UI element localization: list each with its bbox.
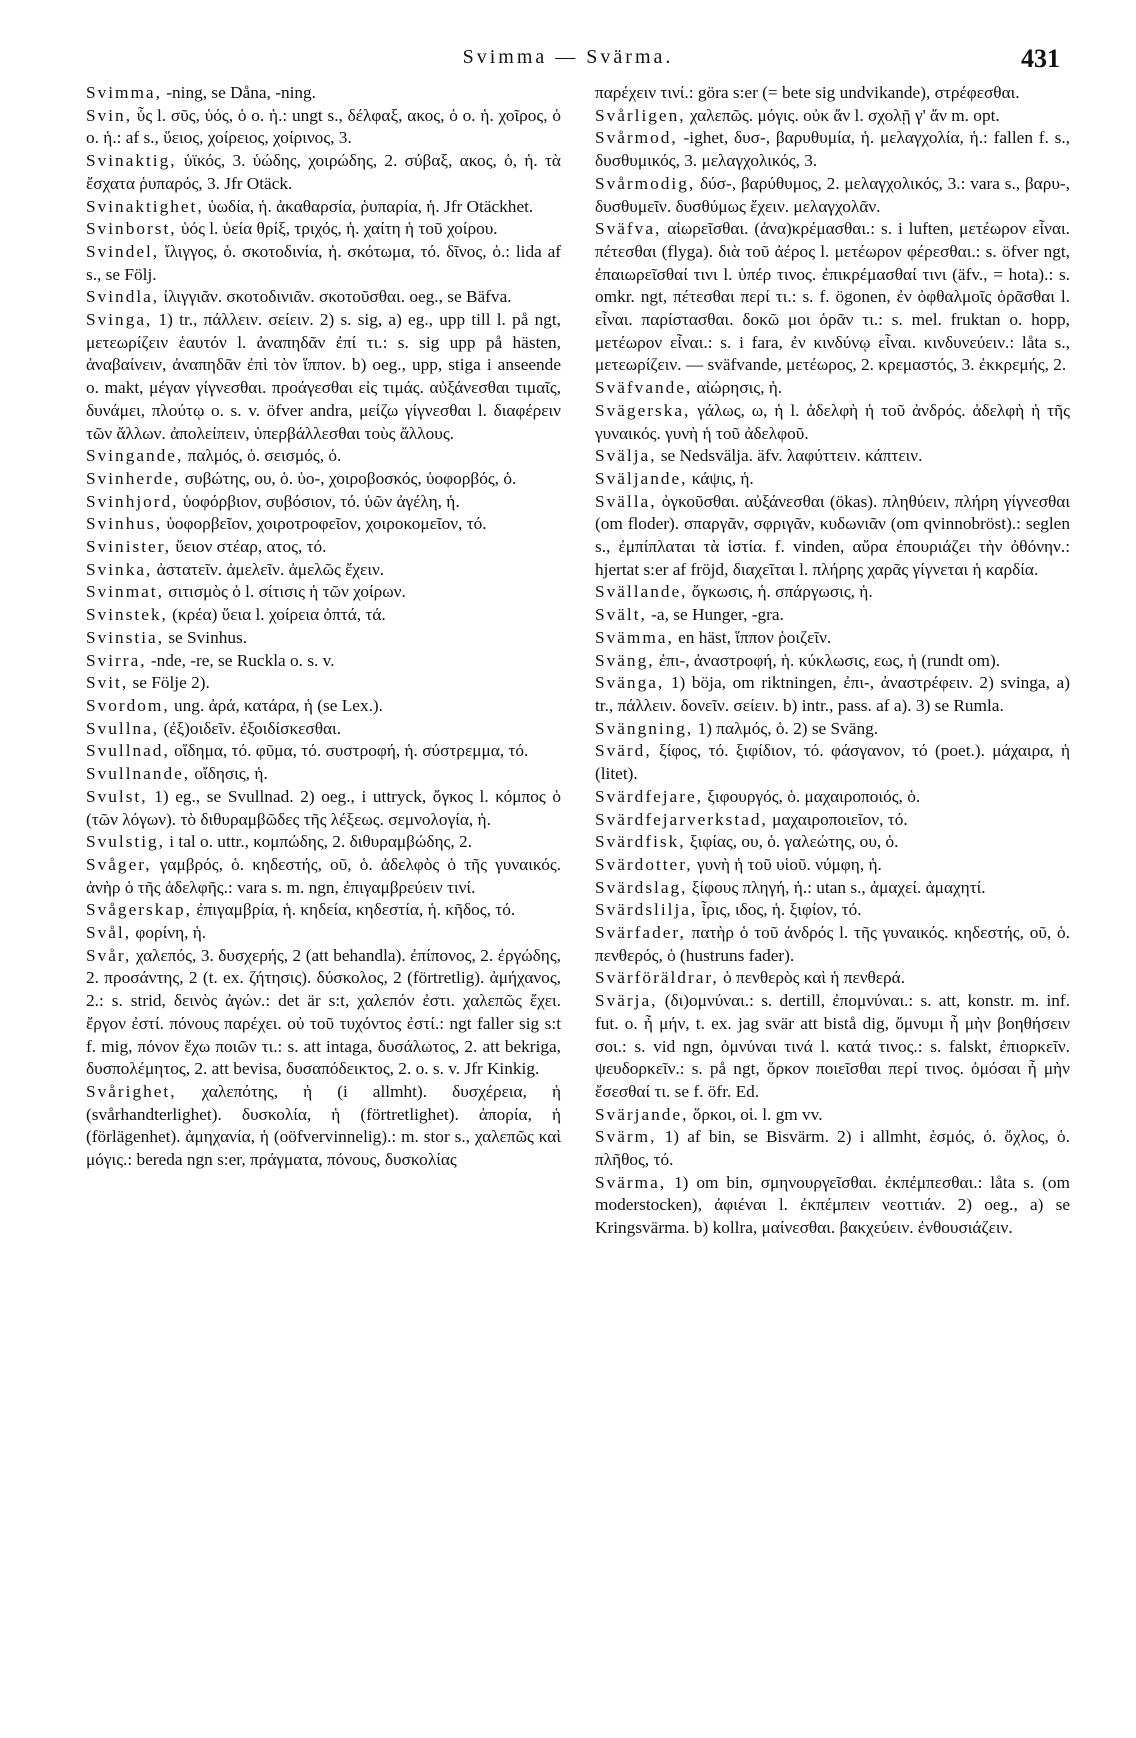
dictionary-entry	[86, 740, 561, 763]
entry-headword: Svordom,	[86, 695, 170, 715]
entry-definition: οἴδησις, ἡ.	[190, 764, 268, 784]
entry-headword: Svinhjord,	[86, 491, 179, 511]
entry-headword: Svängning,	[595, 718, 694, 738]
entry-definition: -nde, -re, se Ruckla o. s. v.	[146, 650, 335, 670]
dictionary-entry	[595, 468, 1070, 491]
entry-definition: ἶρις, ιδος, ἡ. ξιφίον, τό.	[697, 900, 862, 920]
dictionary-entry	[595, 127, 1070, 172]
entry-definition: ὄγκωσις, ἡ. σπάργωσις, ἡ.	[687, 582, 873, 602]
dictionary-entry	[86, 445, 561, 468]
dictionary-entry	[86, 627, 561, 650]
dictionary-entry	[86, 513, 561, 536]
dictionary-entry	[86, 922, 561, 945]
left-column	[86, 82, 561, 1172]
entry-headword: Svulst,	[86, 786, 148, 806]
dictionary-entry	[86, 718, 561, 741]
page-number: 431	[1021, 44, 1060, 73]
entry-headword: Svälja,	[595, 446, 657, 466]
entry-headword: Svällande,	[595, 582, 688, 602]
entry-definition: -a, se Hunger, -gra.	[646, 605, 784, 625]
dictionary-entry	[86, 854, 561, 899]
entry-definition: ὁ πενθερὸς καὶ ἡ πενθερά.	[718, 968, 906, 988]
entry-headword: Svärdfejare,	[595, 786, 703, 806]
dictionary-entry	[595, 672, 1070, 717]
dictionary-entry	[595, 809, 1070, 832]
dictionary-entry	[86, 945, 561, 1081]
entry-definition: ἐπιγαμβρία, ἡ. κηδεία, κηδεστία, ἡ. κῆδος, τό.	[192, 900, 516, 920]
entry-definition: (ἐξ)οιδεῖν. ἐξοιδίσκεσθαι.	[159, 718, 342, 738]
dictionary-entry	[595, 1172, 1070, 1240]
dictionary-entry	[86, 491, 561, 514]
entry-definition: se Följe 2).	[128, 673, 210, 693]
entry-headword: Svinmat,	[86, 582, 164, 602]
entry-definition: ὑωδία, ἡ. ἀκαθαρσία, ῥυπαρία, ἡ. Jfr Otäckhet.	[203, 196, 534, 216]
dictionary-entry	[86, 899, 561, 922]
entry-definition: φορίνη, ἡ.	[131, 923, 207, 943]
dictionary-entry	[595, 491, 1070, 582]
dictionary-entry	[595, 400, 1070, 445]
dictionary-entry	[86, 763, 561, 786]
entry-headword: Svinstia,	[86, 627, 165, 647]
entry-headword: Svinherde,	[86, 468, 181, 488]
dictionary-entry	[86, 604, 561, 627]
entry-definition: ἐπι-, ἀναστροφή, ἡ. κύκλωσις, εως, ἡ (rundt om).	[654, 650, 1001, 670]
entry-headword: Svält,	[595, 605, 647, 625]
entry-definition: συβώτης, ου, ὁ. ὑο-, χοιροβοσκός, ὑοφορβός, ὁ.	[180, 468, 517, 488]
entry-definition: -ning, se Dåna, -ning.	[161, 83, 316, 102]
dictionary-entry	[595, 922, 1070, 967]
entry-definition: παρέχειν τινί.: göra s:er (= bete sig undvikande), στρέφεσθαι.	[595, 83, 1020, 102]
entry-definition: ὑϊκός, 3. ὑώδης, χοιρώδης, 2. σύβαξ, ακος, ὁ, ἡ. τὰ ἔσχατα ῥυπαρός, 3. Jfr Otäck.	[86, 151, 561, 193]
entry-definition: ξιφουργός, ὁ. μαχαιροποιός, ὁ.	[702, 786, 921, 806]
dictionary-entry	[86, 105, 561, 150]
right-column	[595, 82, 1070, 1240]
dictionary-entry	[86, 241, 561, 286]
entry-definition: χαλεπός, 3. δυσχερής, 2 (att behandla). ἐπίπονος, 2. ἐργώδης, 2. προσάντης, 2 (t. ex. ζήτησις). δύσκολος, 2 (förtretlig). ἀμήχανος, 2.: s. strid, δεινὸς ἀγών.: det är s:t, χαλεπόν ἐστι. χαλεπῶς ἔχει. ἔργον ἐστί. πόνους παρέχει. οὐ τοῦ τυχόντος ἐστί.: ngt faller sig s:t f. mig, πόνον ἔχω ποιῶν τι.: s. att intaga, δυσάλωτος, 2. att bekriga, δυσπολέμητος, 2. att bevisa, δυσαπόδεικτος, 2. o. s. v. Jfr Kinkig.	[86, 945, 561, 1079]
dictionary-entry	[595, 990, 1070, 1104]
entry-definition: se Nedsvälja. äfv. λαφύττειν. κάπτειν.	[656, 446, 923, 466]
entry-headword: Svågerskap,	[86, 900, 192, 920]
entry-headword: Svärjande,	[595, 1104, 689, 1124]
running-head	[70, 46, 1066, 82]
entry-definition: en häst, ἵππον ῥοιζεῖν.	[673, 627, 832, 647]
entry-definition: ὑοφόρβιον, συβόσιον, τό. ὑῶν ἀγέλη, ἡ.	[178, 491, 460, 511]
entry-headword: Svår,	[86, 945, 132, 965]
entry-headword: Svårighet,	[86, 1081, 177, 1101]
entry-definition: se Svinhus.	[164, 627, 248, 647]
entry-definition: ἀστατεῖν. ἀμελεῖν. ἀμελῶς ἔχειν.	[152, 559, 385, 579]
entry-headword: Svälla,	[595, 491, 657, 511]
entry-headword: Svål,	[86, 923, 132, 943]
dictionary-entry	[86, 786, 561, 831]
entry-definition: ὕειον στέαρ, ατος, τό.	[171, 537, 327, 557]
entry-definition: ξίφος, τό. ξιφίδιον, τό. φάσγανον, τό (poet.). μάχαιρα, ἡ (litet).	[595, 741, 1070, 784]
entry-headword: Svärdslag,	[595, 877, 688, 897]
dictionary-entry	[595, 377, 1070, 400]
dictionary-entry	[86, 672, 561, 695]
entry-headword: Svärfader,	[595, 923, 686, 943]
dictionary-entry	[86, 196, 561, 219]
entry-headword: Svullnad,	[86, 741, 170, 761]
entry-headword: Svulstig,	[86, 832, 165, 852]
dictionary-entry	[595, 967, 1070, 990]
entry-definition: πατὴρ ὁ τοῦ ἀνδρός l. τῆς γυναικός. κηδεστής, οῦ, ὁ. πενθερός, ὁ (hustruns fader).	[595, 923, 1070, 965]
entry-definition: (δι)ομνύναι.: s. dertill, ἐπομνύναι.: s. att, konstr. m. inf. fut. o. ἦ μήν, t. ex. jag svär att bistå dig, ὄμνυμι ἦ μὴν βοηθήσειν σοι.: s. vid ngn, ὀμνύναι τινά l. κατά τινος.: s. falskt, ἐπιορκεῖν. ψευδορκεῖν.: s. på ngt, ὅρκον ποιεῖσθαι περί τινος. ὀμόσαι ἦ μὴν ἔσεσθαί τι. se f. öfr. Ed.	[595, 991, 1070, 1101]
entry-definition: -ighet, δυσ-, βαρυθυμία, ἡ. μελαγχολία, ἡ.: fallen f. s., δυσθυμικός, 3. μελαγχολικός, 3.	[595, 128, 1070, 171]
entry-headword: Sväljande,	[595, 468, 688, 488]
dictionary-entry	[595, 786, 1070, 809]
entry-definition: ἴλιγγος, ὁ. σκοτοδινία, ἡ. σκότωμα, τό. δῖνος, ὁ.: lida af s., se Följ.	[86, 241, 561, 284]
entry-definition: 1) böja, om riktningen, ἐπι-, ἀναστρέφειν. 2) svinga, a) tr., πάλλειν. δονεῖν. σείειν. b) intr., pass. af a). 3) se Rumla.	[595, 673, 1070, 715]
dictionary-entry	[595, 650, 1070, 673]
dictionary-entry	[86, 218, 561, 241]
entry-headword: Svärdotter,	[595, 854, 693, 874]
entry-headword: Svindel,	[86, 241, 160, 261]
entry-definition: ξιφίας, ου, ὁ. γαλεώτης, ου, ὁ.	[685, 832, 899, 852]
dictionary-entry	[595, 1104, 1070, 1127]
dictionary-entry	[595, 1126, 1070, 1171]
entry-headword: Svänga,	[595, 673, 665, 693]
entry-definition: ὀγκοῦσθαι. αὐξάνεσθαι (ökas). πληθύειν, πλήρη γίγνεσθαι (om floder). σπαργᾶν, σφριγᾶν, κυδωνιᾶν (om qvinnobröst).: seglen s., ἐμπίπλαται τὰ ἱστία. f. vinden, αὔρα ἐπουριάζει τὴν ὀθόνην.: hjertat s:er af fröjd, διαχεῖται l. πλήρης χαρᾶς γίγνεται ἡ καρδία.	[595, 491, 1070, 579]
entry-headword: Svinister,	[86, 537, 172, 557]
entry-definition: 1) παλμός, ὁ. 2) se Sväng.	[693, 718, 879, 738]
entry-headword: Svinhus,	[86, 514, 163, 534]
dictionary-entry	[86, 286, 561, 309]
dictionary-entry	[595, 218, 1070, 377]
entry-headword: Svinaktighet,	[86, 196, 204, 216]
entry-definition: 1) tr., πάλλειν. σείειν. 2) s. sig, a) eg., upp till l. på ngt, μετεωρίζειν ἑαυτόν l. ἀναπηδᾶν ἐπί τι.: s. sig upp på hästen, ἀναβαίνειν, ἀναπηδᾶν ἐπὶ τὸν ἵππον. b) oeg., upp, stiga i anseende o. makt, μέγαν γίγνεσθαι. προάγεσθαι εἰς τιμάς. αὐξάνεσθαι τιμαῖς, δυνάμει, πλούτῳ o. s. v. öfver andra, μείζω γίγνεσθαι l. διαφέρειν τῶν ἄλλων. ἀπολείπειν, ὑπερβάλλεσθαι τοὺς ἄλλους.	[86, 310, 561, 443]
entry-headword: Svårmodig,	[595, 173, 696, 193]
entry-headword: Svåger,	[86, 854, 152, 874]
dictionary-entry	[86, 650, 561, 673]
entry-definition: μαχαιροποιεῖον, τό.	[767, 809, 908, 829]
entry-definition: δύσ-, βαρύθυμος, 2. μελαγχολικός, 3.: vara s., βαρυ-, δυσθυμεῖν. δυσθύμως ἔχειν. μελαγχολᾶν.	[595, 173, 1070, 216]
entry-headword: Svinborst,	[86, 219, 177, 239]
dictionary-entry	[595, 877, 1070, 900]
entry-headword: Svärdslilja,	[595, 900, 698, 920]
entry-headword: Svärja,	[595, 991, 658, 1011]
entry-headword: Svimma,	[86, 83, 162, 102]
dictionary-entry	[595, 445, 1070, 468]
dictionary-entry	[86, 150, 561, 195]
entry-headword: Svärma,	[595, 1172, 667, 1192]
entry-definition: 1) eg., se Svullnad. 2) oeg., i uttryck, ὄγκος l. κόμπος ὁ (τῶν λόγων). τὸ διθυραμβῶδες τῆς λέξεως. σεμνολογία, ἡ.	[86, 786, 561, 829]
entry-headword: Svirra,	[86, 650, 147, 670]
entry-headword: Svärdfejarverkstad,	[595, 809, 768, 829]
entry-definition: κάψις, ἡ.	[687, 468, 754, 488]
dictionary-entry	[595, 604, 1070, 627]
entry-headword: Sväfvande,	[595, 378, 693, 398]
entry-headword: Svärd,	[595, 741, 652, 761]
entry-definition: σιτισμὸς ὁ l. σίτισις ἡ τῶν χοίρων.	[163, 582, 406, 602]
dictionary-entry	[595, 854, 1070, 877]
entry-definition: 1) af bin, se Bisvärm. 2) i allmht, ἑσμός, ὁ. ὄχλος, ὁ. πλῆθος, τό.	[595, 1127, 1070, 1170]
running-title: Svimma — Svärma.	[462, 46, 674, 68]
entry-definition: i tal o. uttr., κομπώδης, 2. διθυραμβώδης, 2.	[164, 832, 472, 852]
entry-definition: ὅρκοι, οἱ. l. gm vv.	[688, 1104, 823, 1124]
entry-headword: Svärföräldrar,	[595, 968, 719, 988]
dictionary-entry	[86, 581, 561, 604]
entry-definition: παλμός, ὁ. σεισμός, ὁ.	[183, 446, 342, 466]
entry-headword: Svårmod,	[595, 128, 678, 148]
entry-headword: Svårligen,	[595, 105, 686, 125]
entry-definition: ὗς l. σῦς, ὑός, ὁ o. ἡ.: ungt s., δέλφαξ, ακος, ὁ o. ἡ. χοῖρος, ὁ o. ἡ.: af s., ὕειος, χοίρειος, χοίρινος, 3.	[86, 105, 561, 148]
entry-definition: ὑός l. ὑεία θρίξ, τριχός, ἡ. χαίτη ἡ τοῦ χοίρου.	[176, 219, 498, 239]
dictionary-entry	[86, 695, 561, 718]
entry-headword: Sväfva,	[595, 219, 662, 239]
entry-definition: (κρέα) ὕεια l. χοίρεια ὀπτά, τά.	[167, 605, 386, 625]
dictionary-entry	[86, 82, 561, 105]
entry-definition: ἰλιγγιᾶν. σκοτοδινιᾶν. σκοτοῦσθαι. oeg., se Bäfva.	[159, 287, 512, 307]
dictionary-entry	[86, 831, 561, 854]
entry-headword: Svämma,	[595, 627, 674, 647]
entry-definition: οἴδημα, τό. φῦμα, τό. συστροφή, ἡ. σύστρεμμα, τό.	[169, 741, 529, 761]
dictionary-entry	[86, 468, 561, 491]
dictionary-entry	[595, 718, 1070, 741]
dictionary-entry	[86, 536, 561, 559]
dictionary-entry	[86, 559, 561, 582]
entry-headword: Svullnande,	[86, 764, 191, 784]
entry-headword: Svinaktig,	[86, 151, 177, 171]
entry-definition: γυνὴ ἡ τοῦ υἱοῦ. νύμφη, ἡ.	[692, 854, 882, 874]
entry-headword: Svinga,	[86, 310, 153, 330]
entry-headword: Svärdfisk,	[595, 832, 686, 852]
dictionary-entry	[595, 581, 1070, 604]
entry-headword: Svägerska,	[595, 400, 691, 420]
entry-headword: Svullna,	[86, 718, 160, 738]
entry-definition: ung. ἀρά, κατάρα, ἡ (se Lex.).	[169, 695, 383, 715]
entry-definition: χαλεπότης, ἡ (i allmht). δυσχέρεια, ἡ (svårhandterlighet). δυσκολία, ἡ (förtretlighet). ἀπορία, ἡ (förlägenhet). ἀμηχανία, ἡ (oöfvervinnelig).: m. stor s., χαλεπῶς καὶ μόγις.: bereda ngn s:er, πράγματα, πόνους, δυσκολίας	[86, 1081, 561, 1170]
dictionary-entry	[86, 1081, 561, 1172]
dictionary-entry	[86, 309, 561, 445]
entry-headword: Svingande,	[86, 446, 184, 466]
entry-headword: Svindla,	[86, 287, 160, 307]
dictionary-entry	[595, 899, 1070, 922]
entry-definition: ὑοφορβεῖον, χοιροτροφεῖον, χοιροκομεῖον, τό.	[162, 514, 487, 534]
entry-definition: γαμβρός, ὁ. κηδεστής, οῦ, ὁ. ἀδελφὸς ὁ τῆς γυναικός. ἀνὴρ ὁ τῆς ἀδελφῆς.: vara s. m. ngn, ἐπιγαμβρεύειν τινί.	[86, 854, 561, 897]
entry-definition: 1) om bin, σμηνουργεῖσθαι. ἐκπέμπεσθαι.: låta s. (om moderstocken), ἀφιέναι l. ἐκπέμπειν νεοττιάν. 2) oeg., a) se Kringsvärma. b) kollra, μαίνεσθαι. βακχεύειν. ἐνθουσιάζειν.	[595, 1172, 1070, 1238]
dictionary-entry	[595, 173, 1070, 218]
entry-definition: χαλεπῶς. μόγις. οὐκ ἄν l. σχολῇ γ' ἄν m. opt.	[685, 105, 1000, 125]
dictionary-entry	[595, 105, 1070, 128]
entry-headword: Svin,	[86, 105, 133, 125]
entry-headword: Sväng,	[595, 650, 655, 670]
dictionary-entry	[595, 740, 1070, 785]
entry-definition: αἰωρεῖσθαι. (ἀνα)κρέμασθαι.: s. i luften, μετέωρον εἶναι. πέτεσθαι (flyga). διὰ τοῦ ἀέρος l. μετέωρον φέρεσθαι.: s. öfver ngt, ἐπαιωρεῖσθαί τινι l. ὑπέρ τινος. ἐπικρέμασθαί τινι (äfv., = hota).: s. omkr. ngt, πέτεσθαι περί τι.: s. f. ögonen, ἐν ὀφθαλμοῖς ὁρᾶσθαι l. εἶναι. παρίστασθαι. δοκῶ μοι ὁρᾶν τι.: s. mel. fruktan o. hopp, μετέωρον εἶναι.: s. i fara, ἐν κινδύνῳ εἶναι. κινδυνεύειν.: låta s., μετεωρίζειν. — sväfvande, μετέωρος, 2. κρεμαστός, 3. ἐκκρεμής, 2.	[595, 219, 1070, 375]
entry-definition: ξίφους πληγή, ἡ.: utan s., ἀμαχεί. ἀμαχητί.	[687, 877, 986, 897]
entry-definition: αἰώρησις, ἡ.	[692, 378, 783, 398]
entry-headword: Svärm,	[595, 1127, 657, 1147]
entry-definition: γάλως, ω, ἡ l. ἀδελφὴ ἡ τοῦ ἀνδρός. ἀδελφὴ ἡ τῆς γυναικός. γυνὴ ἡ τοῦ ἀδελφοῦ.	[595, 400, 1070, 443]
entry-headword: Svit,	[86, 673, 129, 693]
dictionary-entry	[595, 831, 1070, 854]
entry-headword: Svinstek,	[86, 605, 168, 625]
dictionary-entry	[595, 627, 1070, 650]
entry-headword: Svinka,	[86, 559, 153, 579]
dictionary-entry	[595, 82, 1070, 105]
